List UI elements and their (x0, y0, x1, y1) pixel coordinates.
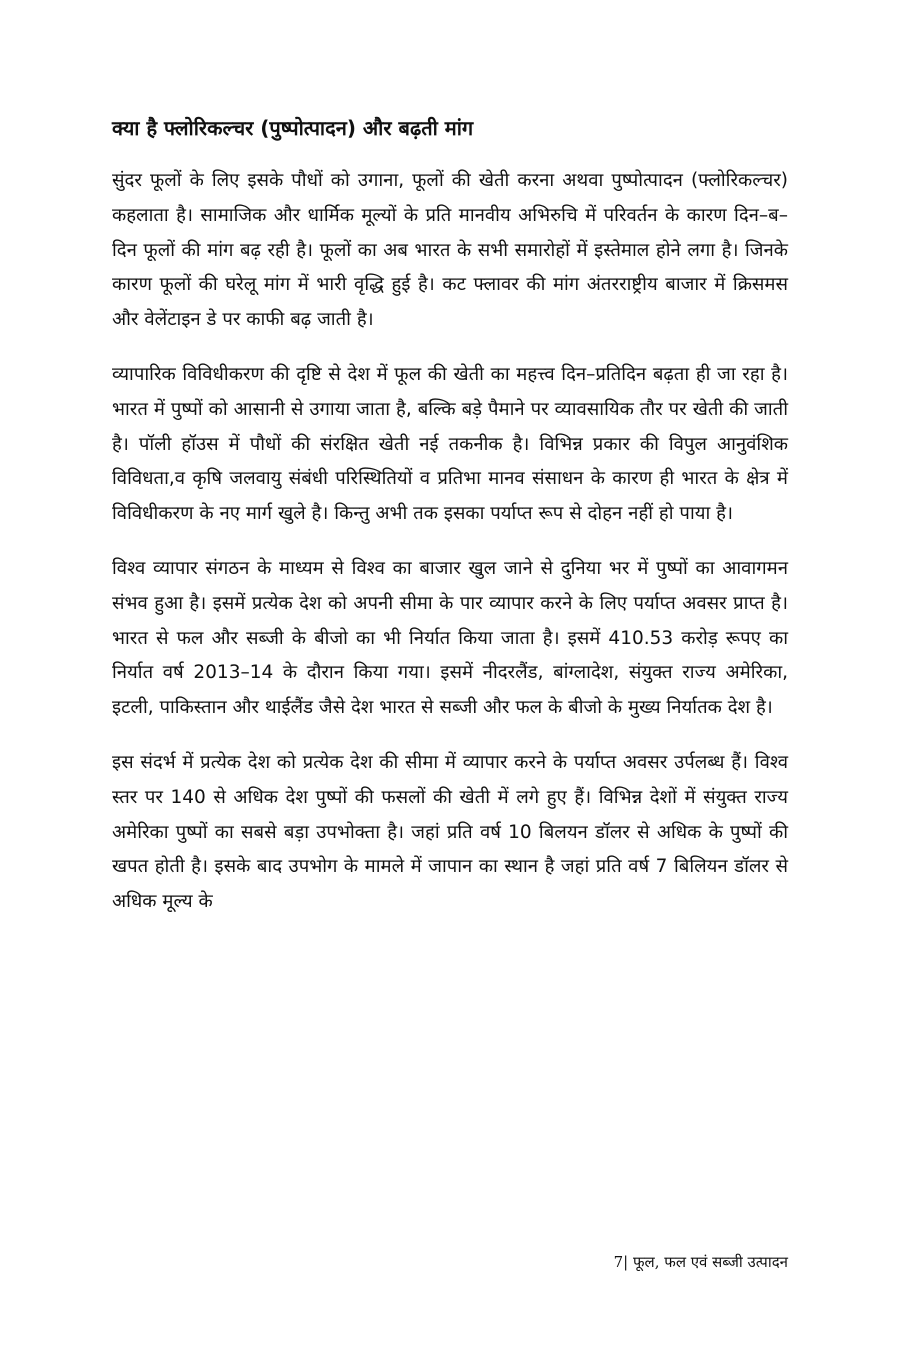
section-heading: क्या है फ्लोरिकल्चर (पुष्पोत्पादन) और बढ़ती मांग (112, 116, 474, 140)
page-body (112, 108, 788, 940)
paragraph-floriculture-intro: सुंदर फूलों के लिए इसके पौधों को उगाना, फूलों की खेती करना अथवा पुष्पोत्पादन (फ्लोरिकल्चर) कहलाता है। सामाजिक और धार्मिक मूल्यों के प्रति मानवीय अभिरुचि में परिवर्तन के कारण दिन–ब– दिन फूलों की मांग बढ़ रही है। फूलों का अब भारत के सभी समारोहों में इस्तेमाल होने लगा है। जिनके कारण फूलों की घरेलू मांग में भारी वृद्धि हुई है। कट फ्लावर की मांग अंतरराष्ट्रीय बाजार में क्रिसमस और वेलेंटाइन डे पर काफी बढ़ जाती है। (112, 170, 788, 331)
paragraph-world-trade: विश्व व्यापार संगठन के माध्यम से विश्व का बाजार खुल जाने से दुनिया भर में पुष्पों का आवागमन संभव हुआ है। इसमें प्रत्येक देश को अपनी सीमा के पार व्यापार करने के लिए पर्याप्त अवसर प्राप्त है। भारत से फल और सब्जी के बीजो का भी निर्यात किया जाता है। इसमें 410.53 करोड़ रूपए का निर्यात वर्ष 2013–14 के दौरान किया गया। इसमें नीदरलैंड, बांग्लादेश, संयुक्त राज्य अमेरिका, इटली, पाकिस्तान और थाईलैंड जैसे देश भारत से सब्जी और फल के बीजो के मुख्य निर्यातक देश है। (112, 557, 788, 719)
paragraph-diversification: व्यापारिक विविधीकरण की दृष्टि से देश में फूल की खेती का महत्त्व दिन–प्रतिदिन बढ़ता ही जा रहा है। भारत में पुष्पों को आसानी से उगाया जाता है, बल्कि बड़े पैमाने पर व्यावसायिक तौर पर खेती की जाती है। पॉली हॉउस में पौधों की संरक्षित खेती नई तकनीक है। विभिन्न प्रकार की विपुल आनुवंशिक विविधता,व कृषि जलवायु संबंधी परिस्थितियों व प्रतिभा मानव संसाधन के कारण ही भारत के क्षेत्र में विविधीकरण के नए मार्ग खुले है। किन्तु अभी तक इसका पर्याप्त रूप से दोहन नहीं हो पाया है। (112, 363, 788, 525)
paragraph-trade-opportunity: इस संदर्भ में प्रत्येक देश को प्रत्येक देश की सीमा में व्यापार करने के पर्याप्त अवसर उर्पलब्ध हैं। विश्व स्तर पर 140 से अधिक देश पुष्पों की फसलों की खेती में लगे हुए हैं। विभिन्न देशों में संयुक्त राज्य अमेरिका पुष्पों का सबसे बड़ा उपभोक्ता है। जहां प्रति वर्ष 10 बिलयन डॉलर से अधिक के पुष्पों की खपत होती है। इसके बाद उपभोग के मामले में जापान का स्थान है जहां प्रति वर्ष 7 बिलियन डॉलर से अधिक मूल्य के (112, 751, 788, 913)
page-footer: 7| फूल, फल एवं सब्जी उत्पादन (613, 1253, 788, 1271)
